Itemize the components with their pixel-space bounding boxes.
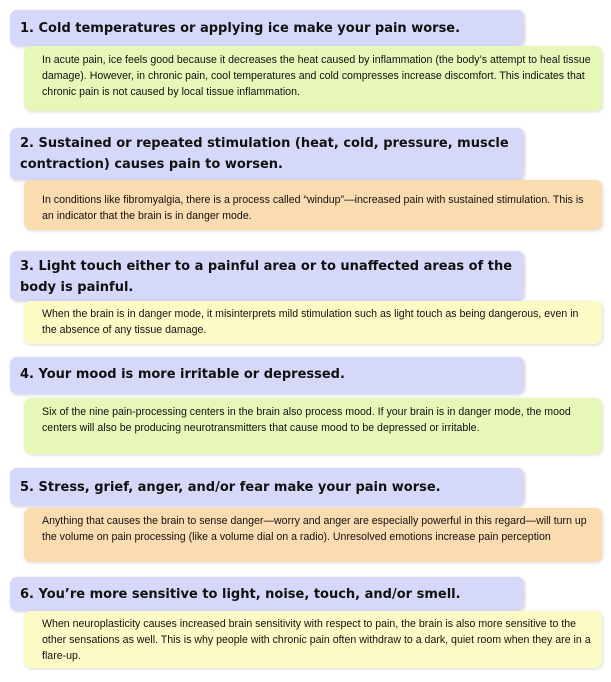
item-4-heading: 4. Your mood is more irritable or depressed. [10, 357, 524, 394]
item-5-body: Anything that causes the brain to sense danger—worry and anger are especially powerful in this regard—will turn up the volume on pain processing (like a volume dial on a radio). Unresolved emotions increase pain perception [24, 508, 602, 562]
item-3-heading: 3. Light touch either to a painful area or to unaffected areas of the body is painful. [10, 251, 524, 301]
item-2-body: In conditions like fibromyalgia, there is a process called “windup”—increased pain with sustained stimulation. This is an indicator that the brain is in danger mode. [24, 180, 602, 230]
item-3-body: When the brain is in danger mode, it misinterprets mild stimulation such as light touch as being dangerous, even in the absence of any tissue damage. [24, 301, 602, 344]
item-5-heading: 5. Stress, grief, anger, and/or fear make your pain worse. [10, 468, 524, 506]
item-1-body: In acute pain, ice feels good because it decreases the heat caused by inflammation (the body’s attempt to heal tissue damage). However, in chronic pain, cool temperatures and cold compresses increase discomfort. This indicates that chronic pain is not caused by local tissue inflammation. [24, 46, 602, 111]
item-6-heading: 6. You’re more sensitive to light, noise, touch, and/or smell. [10, 577, 524, 611]
item-1-heading: 1. Cold temperatures or applying ice make your pain worse. [10, 10, 524, 46]
item-4-body: Six of the nine pain-processing centers in the brain also process mood. If your brain is in danger mode, the mood centers will also be producing neurotransmitters that cause mood to be depressed or irritable. [24, 398, 602, 454]
item-6-body: When neuroplasticity causes increased brain sensitivity with respect to pain, the brain is also more sensitive to the other sensations as well. This is why people with chronic pain often withdraw to a dark, quiet room when they are in a flare-up. [24, 611, 602, 668]
item-2-heading: 2. Sustained or repeated stimulation (heat, cold, pressure, muscle contraction) causes pain to worsen. [10, 128, 524, 180]
